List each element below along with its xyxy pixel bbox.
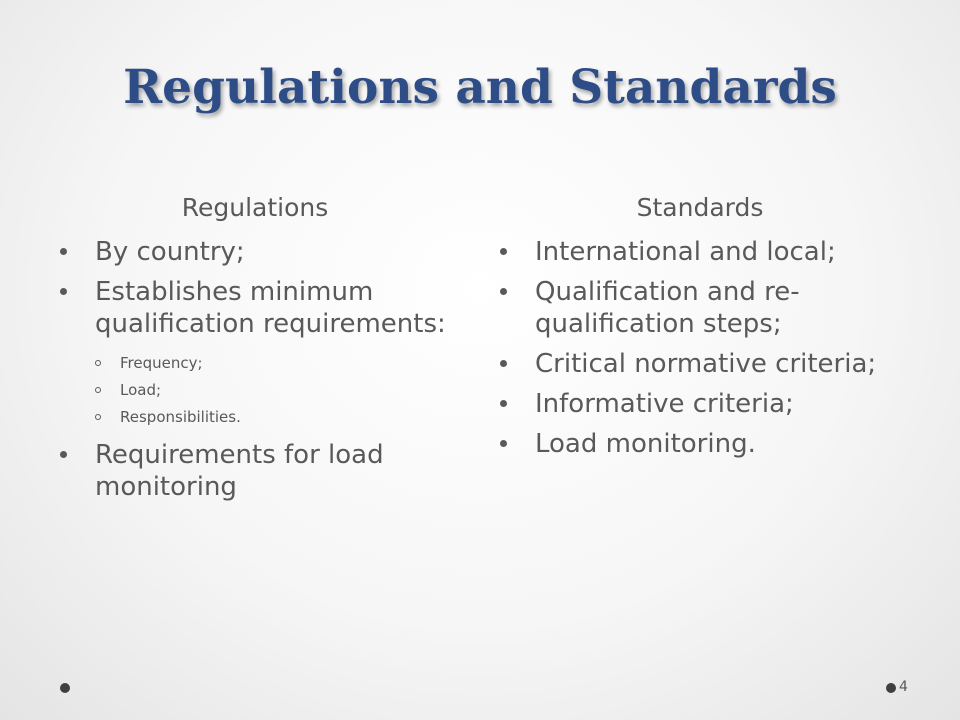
standards-heading: Standards <box>636 193 764 222</box>
list-item <box>500 348 900 380</box>
bullet-icon <box>500 400 507 407</box>
standards-list <box>500 236 900 460</box>
list-item <box>500 388 900 420</box>
list-item <box>500 276 900 340</box>
page-number: 4 <box>899 679 908 695</box>
circle-bullet-icon <box>95 387 101 393</box>
regulations-heading: Regulations <box>181 193 329 222</box>
sub-list-item <box>95 350 450 377</box>
bullet-icon <box>60 451 67 458</box>
list-item <box>500 236 900 268</box>
footer-dot-left <box>60 683 70 693</box>
list-item <box>60 439 450 503</box>
sub-list-item <box>95 377 450 404</box>
bullet-icon <box>60 288 67 295</box>
sub-list-item-text: Frequency; <box>120 354 203 372</box>
list-item-text: International and local; <box>535 237 836 267</box>
list-item-text: Critical normative criteria; <box>535 349 877 379</box>
list-item-text: By country; <box>95 237 245 267</box>
circle-bullet-icon <box>95 414 101 420</box>
slide-title: Regulations and Standards <box>123 60 837 115</box>
regulations-list <box>60 236 450 503</box>
list-item-text: Informative criteria; <box>535 389 794 419</box>
bullet-icon <box>500 360 507 367</box>
list-item-text: Requirements for load monitoring <box>95 440 384 502</box>
standards-column <box>500 188 900 468</box>
sub-list-item-text: Load; <box>120 381 162 399</box>
regulations-column <box>60 188 450 511</box>
sub-list-item-text: Responsibilities. <box>120 408 241 426</box>
bullet-icon <box>60 248 67 255</box>
list-item <box>60 236 450 268</box>
footer-dot-right <box>886 683 896 693</box>
list-item <box>60 276 450 431</box>
circle-bullet-icon <box>95 360 101 366</box>
sub-list <box>95 350 450 431</box>
list-item-text: Establishes minimum qualification requirements: <box>95 277 446 339</box>
sub-list-item <box>95 404 450 431</box>
list-item-text: Load monitoring. <box>535 429 756 459</box>
bullet-icon <box>500 288 507 295</box>
list-item-text: Qualification and re-qualification steps; <box>535 277 800 339</box>
bullet-icon <box>500 440 507 447</box>
list-item <box>500 428 900 460</box>
bullet-icon <box>500 248 507 255</box>
